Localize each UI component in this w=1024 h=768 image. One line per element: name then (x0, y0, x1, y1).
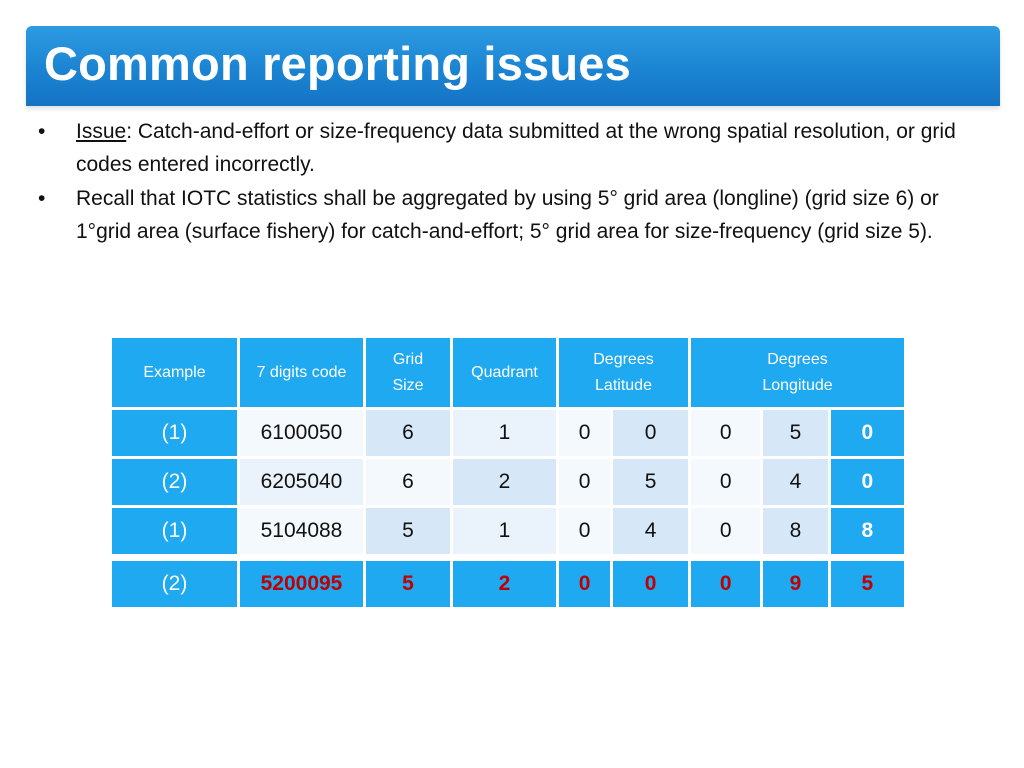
cell-lat-b: 5 (613, 459, 688, 505)
cell-grid-size: 5 (366, 561, 450, 607)
slide-title: Common reporting issues (44, 37, 631, 90)
table-row (112, 410, 904, 456)
bullet-list (38, 115, 978, 249)
issue-label: Issue (76, 120, 127, 143)
cell-example: (1) (112, 508, 237, 554)
cell-example: (2) (112, 561, 237, 607)
header-longitude-line1: Degrees (767, 350, 828, 368)
cell-lon-c: 5 (831, 561, 904, 607)
bullet-dot-icon: • (38, 120, 46, 143)
grid-code-table (109, 335, 907, 610)
cell-lon-c: 8 (831, 508, 904, 554)
cell-lat-a: 0 (559, 410, 610, 456)
cell-lat-a: 0 (559, 459, 610, 505)
cell-lon-c: 0 (831, 410, 904, 456)
header-grid-size-line2: Size (392, 376, 424, 394)
bullet-item-issue (38, 115, 978, 181)
cell-lat-a: 0 (559, 508, 610, 554)
cell-lon-a: 0 (691, 561, 760, 607)
cell-lon-b: 4 (763, 459, 827, 505)
cell-code: 6205040 (240, 459, 363, 505)
cell-code: 6100050 (240, 410, 363, 456)
cell-example: (2) (112, 459, 237, 505)
cell-lon-a: 0 (691, 410, 760, 456)
title-bar (26, 26, 1000, 106)
cell-lat-a: 0 (559, 561, 610, 607)
table-gap-cell (112, 557, 904, 558)
cell-lat-b: 0 (613, 410, 688, 456)
table-gap (112, 557, 904, 558)
cell-example: (1) (112, 410, 237, 456)
cell-lat-b: 0 (613, 561, 688, 607)
cell-lon-b: 9 (763, 561, 827, 607)
cell-lon-c: 0 (831, 459, 904, 505)
cell-code: 5104088 (240, 508, 363, 554)
header-latitude (559, 338, 688, 407)
issue-text: : Catch-and-effort or size-frequency data submitted at the wrong spatial resolution, or grid codes entered incorrectly. (76, 120, 956, 176)
cell-quadrant: 1 (453, 410, 556, 456)
table-row (112, 508, 904, 554)
header-example: Example (112, 338, 237, 407)
cell-grid-size: 6 (366, 410, 450, 456)
cell-lat-b: 4 (613, 508, 688, 554)
header-quadrant: Quadrant (453, 338, 556, 407)
bullet-dot-icon: • (38, 187, 46, 210)
cell-lon-b: 5 (763, 410, 827, 456)
cell-quadrant: 1 (453, 508, 556, 554)
cell-grid-size: 6 (366, 459, 450, 505)
bullet-item-recall (38, 182, 978, 248)
cell-lon-b: 8 (763, 508, 827, 554)
table-row-highlighted (112, 561, 904, 607)
header-longitude-line2: Longitude (762, 376, 833, 394)
table-header-row (112, 338, 904, 407)
header-grid-size-line1: Grid (392, 350, 424, 368)
header-longitude (691, 338, 904, 407)
cell-quadrant: 2 (453, 459, 556, 505)
cell-lon-a: 0 (691, 508, 760, 554)
cell-lon-a: 0 (691, 459, 760, 505)
cell-quadrant: 2 (453, 561, 556, 607)
header-grid-size (366, 338, 450, 407)
header-latitude-line2: Latitude (595, 376, 652, 394)
table-row (112, 459, 904, 505)
cell-grid-size: 5 (366, 508, 450, 554)
header-latitude-line1: Degrees (593, 350, 654, 368)
header-code: 7 digits code (240, 338, 363, 407)
recall-text: Recall that IOTC statistics shall be aggregated by using 5° grid area (longline) (grid size 6) or 1°grid area (surface fishery) for catch-and-effort; 5° grid area for size-frequency (grid size 5). (76, 187, 939, 243)
cell-code: 5200095 (240, 561, 363, 607)
